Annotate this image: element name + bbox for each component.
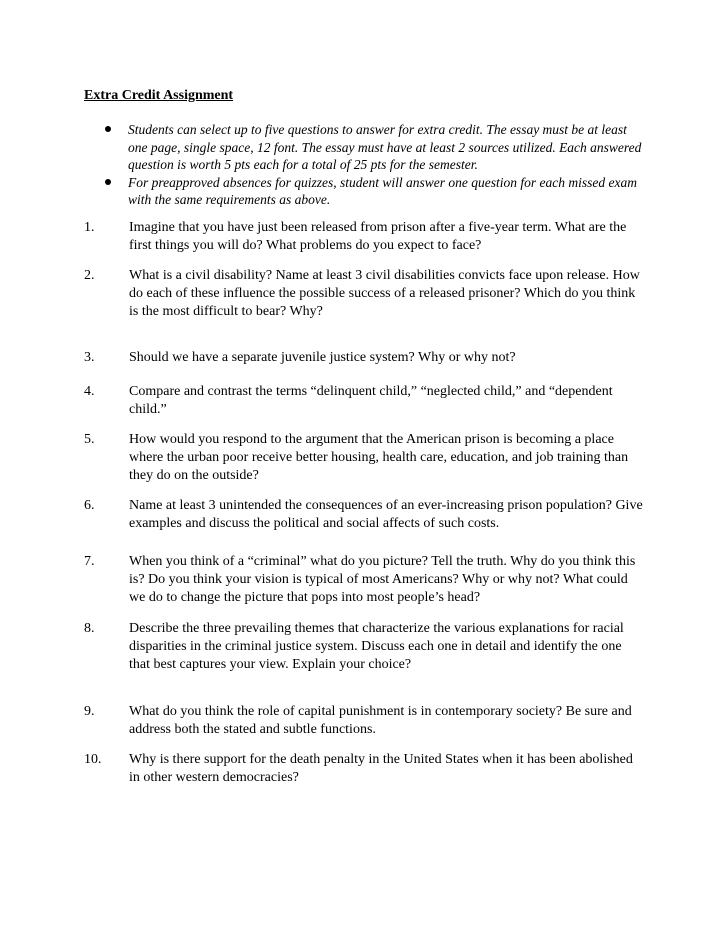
bullet-icon <box>105 179 111 185</box>
question-5 <box>84 431 646 486</box>
page-title: Extra Credit Assignment <box>84 88 234 103</box>
question-text: What is a civil disability? Name at least 3 civil disabilities convicts face upon release. How do each of these influence the possible success of a released prisoner? Which do you think is the most difficult to bear? Why? <box>129 268 640 320</box>
bullet-icon <box>105 126 111 132</box>
question-text: When you think of a “criminal” what do you picture? Tell the truth. Why do you think this is? Do you think your vision is typical of most Americans? Why or why not? What could we do to change the picture that pops into most people’s head? <box>129 554 636 606</box>
question-text: Describe the three prevailing themes that characterize the various explanations for racial disparities in the criminal justice system. Discuss each one in detail and identify the one that best captures your view. Explain your choice? <box>129 621 624 673</box>
question-text: Imagine that you have just been released from prison after a five-year term. What are the first things you will do? What problems do you expect to face? <box>129 220 627 254</box>
question-number: 4. <box>84 384 95 399</box>
instruction-item <box>84 121 644 174</box>
question-text: Why is there support for the death penalty in the United States when it has been abolished in other western democracies? <box>129 752 633 786</box>
question-7 <box>84 553 646 608</box>
question-6 <box>84 497 646 533</box>
question-8 <box>84 620 646 675</box>
instruction-text: Students can select up to five questions to answer for extra credit. The essay must be at least one page, single space, 12 font. The essay must have at least 2 sources utilized. Each answered question is worth 5 pts each for a total of 25 pts for the semester. <box>128 122 642 172</box>
question-number: 5. <box>84 432 95 447</box>
instructions-list <box>84 121 644 209</box>
question-number: 7. <box>84 554 95 569</box>
question-number: 10. <box>84 752 102 767</box>
question-text: Name at least 3 unintended the consequences of an ever-increasing prison population? Give examples and discuss the political and social affects of such costs. <box>129 498 643 532</box>
question-number: 1. <box>84 220 95 235</box>
question-text: How would you respond to the argument that the American prison is becoming a place where the urban poor receive better housing, health care, education, and job training than they do on the outside? <box>129 432 629 484</box>
instruction-text: For preapproved absences for quizzes, student will answer one question for each missed exam with the same requirements as above. <box>128 174 637 207</box>
instruction-item <box>84 174 644 209</box>
question-number: 6. <box>84 498 95 513</box>
question-10 <box>84 751 646 787</box>
question-text: What do you think the role of capital punishment is in contemporary society? Be sure and address both the stated and subtle functions. <box>129 704 632 738</box>
question-2 <box>84 267 646 322</box>
question-9 <box>84 703 646 739</box>
question-number: 2. <box>84 268 95 283</box>
question-4 <box>84 383 646 419</box>
question-number: 9. <box>84 704 95 719</box>
question-1 <box>84 219 646 255</box>
question-number: 3. <box>84 350 95 365</box>
question-text: Compare and contrast the terms “delinquent child,” “neglected child,” and “dependent child.” <box>129 384 613 418</box>
question-number: 8. <box>84 621 95 636</box>
question-text: Should we have a separate juvenile justice system? Why or why not? <box>129 350 516 365</box>
question-3 <box>84 349 646 367</box>
